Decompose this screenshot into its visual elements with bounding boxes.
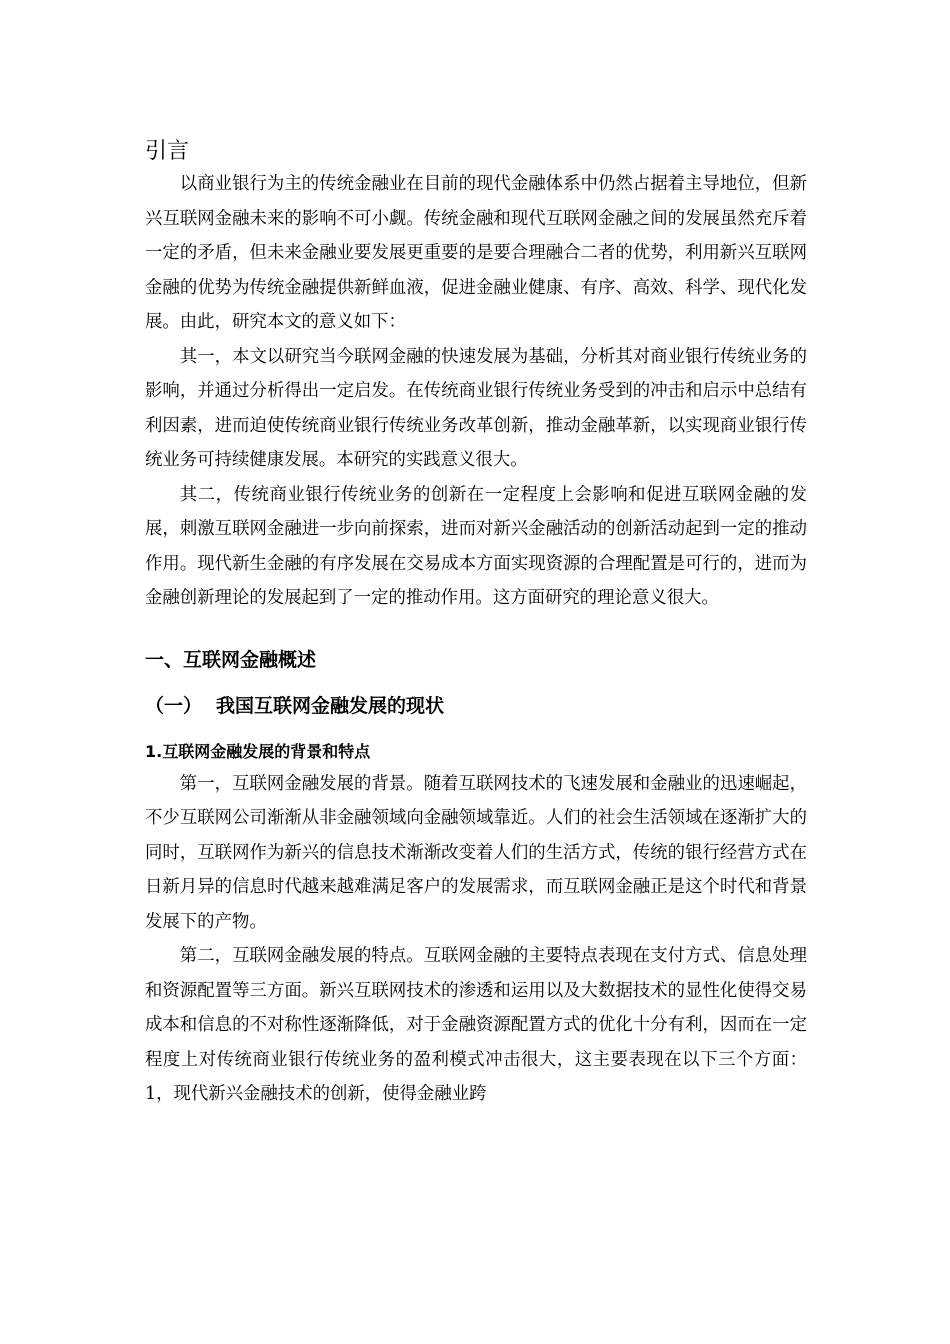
subsection-1-1-heading: 1.互联网金融发展的背景和特点 <box>145 741 371 761</box>
document-body <box>145 138 807 1112</box>
subsection-1-title: 我国互联网金融发展的现状 <box>216 694 445 717</box>
subsection-1-number: （一） <box>145 694 203 717</box>
intro-paragraph-2: 其一，本文以研究当今联网金融的快速发展为基础，分析其对商业银行传统业务的影响，并通过分析得出一定启发。在传统商业银行传统业务受到的冲击和启示中总结有利因素，进而迫使传统商业银行传统业务改革创新，推动金融革新，以实现商业银行传统业务可持续健康发展。本研究的实践意义很大。 <box>145 346 807 470</box>
intro-paragraph-1: 以商业银行为主的传统金融业在目前的现代金融体系中仍然占据着主导地位，但新兴互联网金融未来的影响不可小觑。传统金融和现代互联网金融之间的发展虽然充斥着一定的矛盾，但未来金融业要发展更重要的是要合理融合二者的优势，利用新兴互联网金融的优势为传统金融提供新鲜血液，促进金融业健康、有序、高效、科学、现代化发展。由此，研究本文的意义如下： <box>145 174 807 332</box>
body-paragraph-background: 第一，互联网金融发展的背景。随着互联网技术的飞速发展和金融业的迅速崛起，不少互联网公司渐渐从非金融领域向金融领域靠近。人们的社会生活领域在逐渐扩大的同时，互联网作为新兴的信息技术渐渐改变着人们的生活方式，传统的银行经营方式在日新月异的信息时代越来越难满足客户的发展需求，而互联网金融正是这个时代和背景发展下的产物。 <box>145 773 807 932</box>
body-paragraph-features: 第二，互联网金融发展的特点。互联网金融的主要特点表现在支付方式、信息处理和资源配置等三方面。新兴互联网技术的渗透和运用以及大数据技术的显性化使得交易成本和信息的不对称性逐渐降低，对于金融资源配置方式的优化十分有利，因而在一定程度上对传统商业银行传统业务的盈利模式冲击很大，这主要表现在以下三个方面：1，现代新兴金融技术的创新，使得金融业跨 <box>145 946 807 1104</box>
section-1-heading: 一、互联网金融概述 <box>145 648 317 671</box>
intro-paragraph-3: 其二，传统商业银行传统业务的创新在一定程度上会影响和促进互联网金融的发展，刺激互联网金融进一步向前探索，进而对新兴金融活动的创新活动起到一定的推动作用。现代新生金融的有序发展在交易成本方面实现资源的合理配置是可行的，进而为金融创新理论的发展起到了一定的推动作用。这方面研究的理论意义很大。 <box>145 484 807 608</box>
subsection-1-heading <box>145 693 807 719</box>
intro-heading: 引言 <box>145 139 190 164</box>
